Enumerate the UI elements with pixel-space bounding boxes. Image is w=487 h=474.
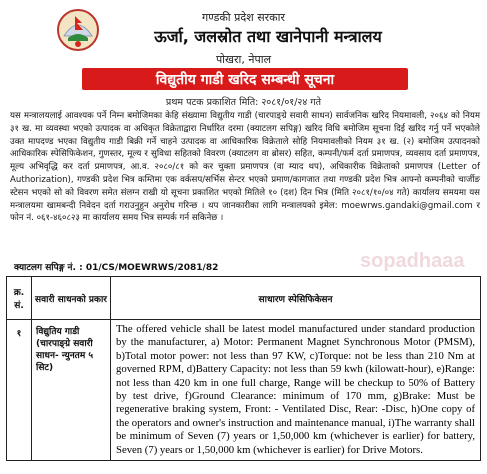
notice-body: यस मन्त्रालयलाई आवश्यक पर्ने निम्न बमोजिमका केहि संख्यामा विद्युतीय गाडी (चारपाङ्ग्रे सवारी साधन) सार्वजनिक खरिद नियमावली, २०६४ को नियम ३१ ख. मा व्यवस्था भएको उत्पादक वा अधिकृत विक्रेताद्वारा निर्धारित दरमा (क्याटलग सपिङ्ग) खरिद विधि बमोजिम सूचना दिई खरिद गर्नु पर्ने भएकोले उक्त मापदण्ड भएका विद्युतीय गाडी बिक्री गर्ने चाहने उत्पादक वा आधिकारिक विक्रेताले सोहि नियमावलीको नियम ३१ ख. (२) बमोजिम उत्पादनको आधिकारिक स्पेसिफिकेशन, गुणस्तर, मूल्य र सुविधा सहितको विवरण (क्याटलग वा ब्रोसर) सहित, कम्पनी/फर्म दर्ता प्रमाणपत्र, व्यवसाय दर्ता प्रमाणपत्र, मूल्य अभिवृद्धि कर दर्ता प्रमाणपत्र, आ.व. २०८०/८१ को कर चुक्ता प्रमाणपत्र (वा म्याद थप), अधिकारीक विक्रेताको प्रमाणपत्र (Letter of Authorization), गण्डकी प्रदेश भित्र कम्तिमा एक वर्कसप/सर्भिस सेन्टर भएको प्रमाण/कागजात तथा गण्डकी प्रदेश भित्र आफ्नो कम्पनीको चार्जीङ स्टेसन भएको सो को विवरण समेत संलग्न राखी यो सूचना प्रकाशित भएको मितिले १० (दश) दिन भित्र (मिति २०८१/१०/०४ गते) कार्यालय समयमा यस मन्त्रालयमा खामबन्दी निवेदन दर्ता गराउनुहुन अनुरोध गरिन्छ । थप जानकारीका लागि मन्त्रालयको इमेल: moewrws.gandaki@gmail.com र फोन नं. ०६१-४६०८२३ मा कार्यालय समय भित्र सम्पर्क गर्न सकिनेछ । [10,111,480,224]
table-row [7,320,481,461]
header-vehicle-type: सवारी साधनको प्रकार [32,277,111,320]
row-serial: १ [7,320,32,461]
catalog-number: क्याटलग सपिङ्ग नं. : 01/CS/MOEWRWS/2081/82 [14,263,219,273]
government-name: गण्डकी प्रदेश सरकार [202,11,285,24]
row-specification: The offered vehicle shall be latest model manufactured under standard production by the manufacturer, a) Motor: Permanent Magnet Synchronous Motor (PMSM), b)Total motor power: not less than 97 KW, c)Torque: not be less than 210 Nm at governed RPM, d)Battery Capacity: not less than 59 kwh (kilowatt-hour), e)Range: not less than 420 km in one full charge, Range will be checkup to 50% of Battery by test drive, f)Ground Clearance: minimum of 170 mm, g)Brake: Must be regenerative braking system, Front: - Ventilated Disc, Rear: -Disc, h)One copy of the operators and owner's instruction and maintenance manual, i)The warranty shall be minimum of Seven (7) years or 1,50,000 km (whichever is earlier) for battery, Seven (7) years or 1,50,000 km (whichever is earlier) for Drive Motors. [111,320,481,461]
published-date: प्रथम पटक प्रकाशित मिति: २०८१/०१/२४ गते [165,97,322,108]
watermark: sopadhaaa [360,250,465,272]
notice-title-banner [82,68,408,90]
table-header-row [7,277,481,320]
header-serial: क्र. सं. [7,277,32,320]
specification-table [6,276,481,461]
row-vehicle-type: विद्युतिय गाडी (चारपाङ्ग्रे सवारी साधन- न्युनतम ५ सिट) [32,320,111,461]
office-location: पोखरा, नेपाल [215,53,272,66]
header-specification: साधारण स्पेसिफिकेसन [111,277,481,320]
notice-title: विद्युतीय गाडी खरिद सम्बन्धी सूचना [155,71,335,88]
ministry-name: ऊर्जा, जलस्रोत तथा खानेपानी मन्त्रालय [154,27,382,46]
